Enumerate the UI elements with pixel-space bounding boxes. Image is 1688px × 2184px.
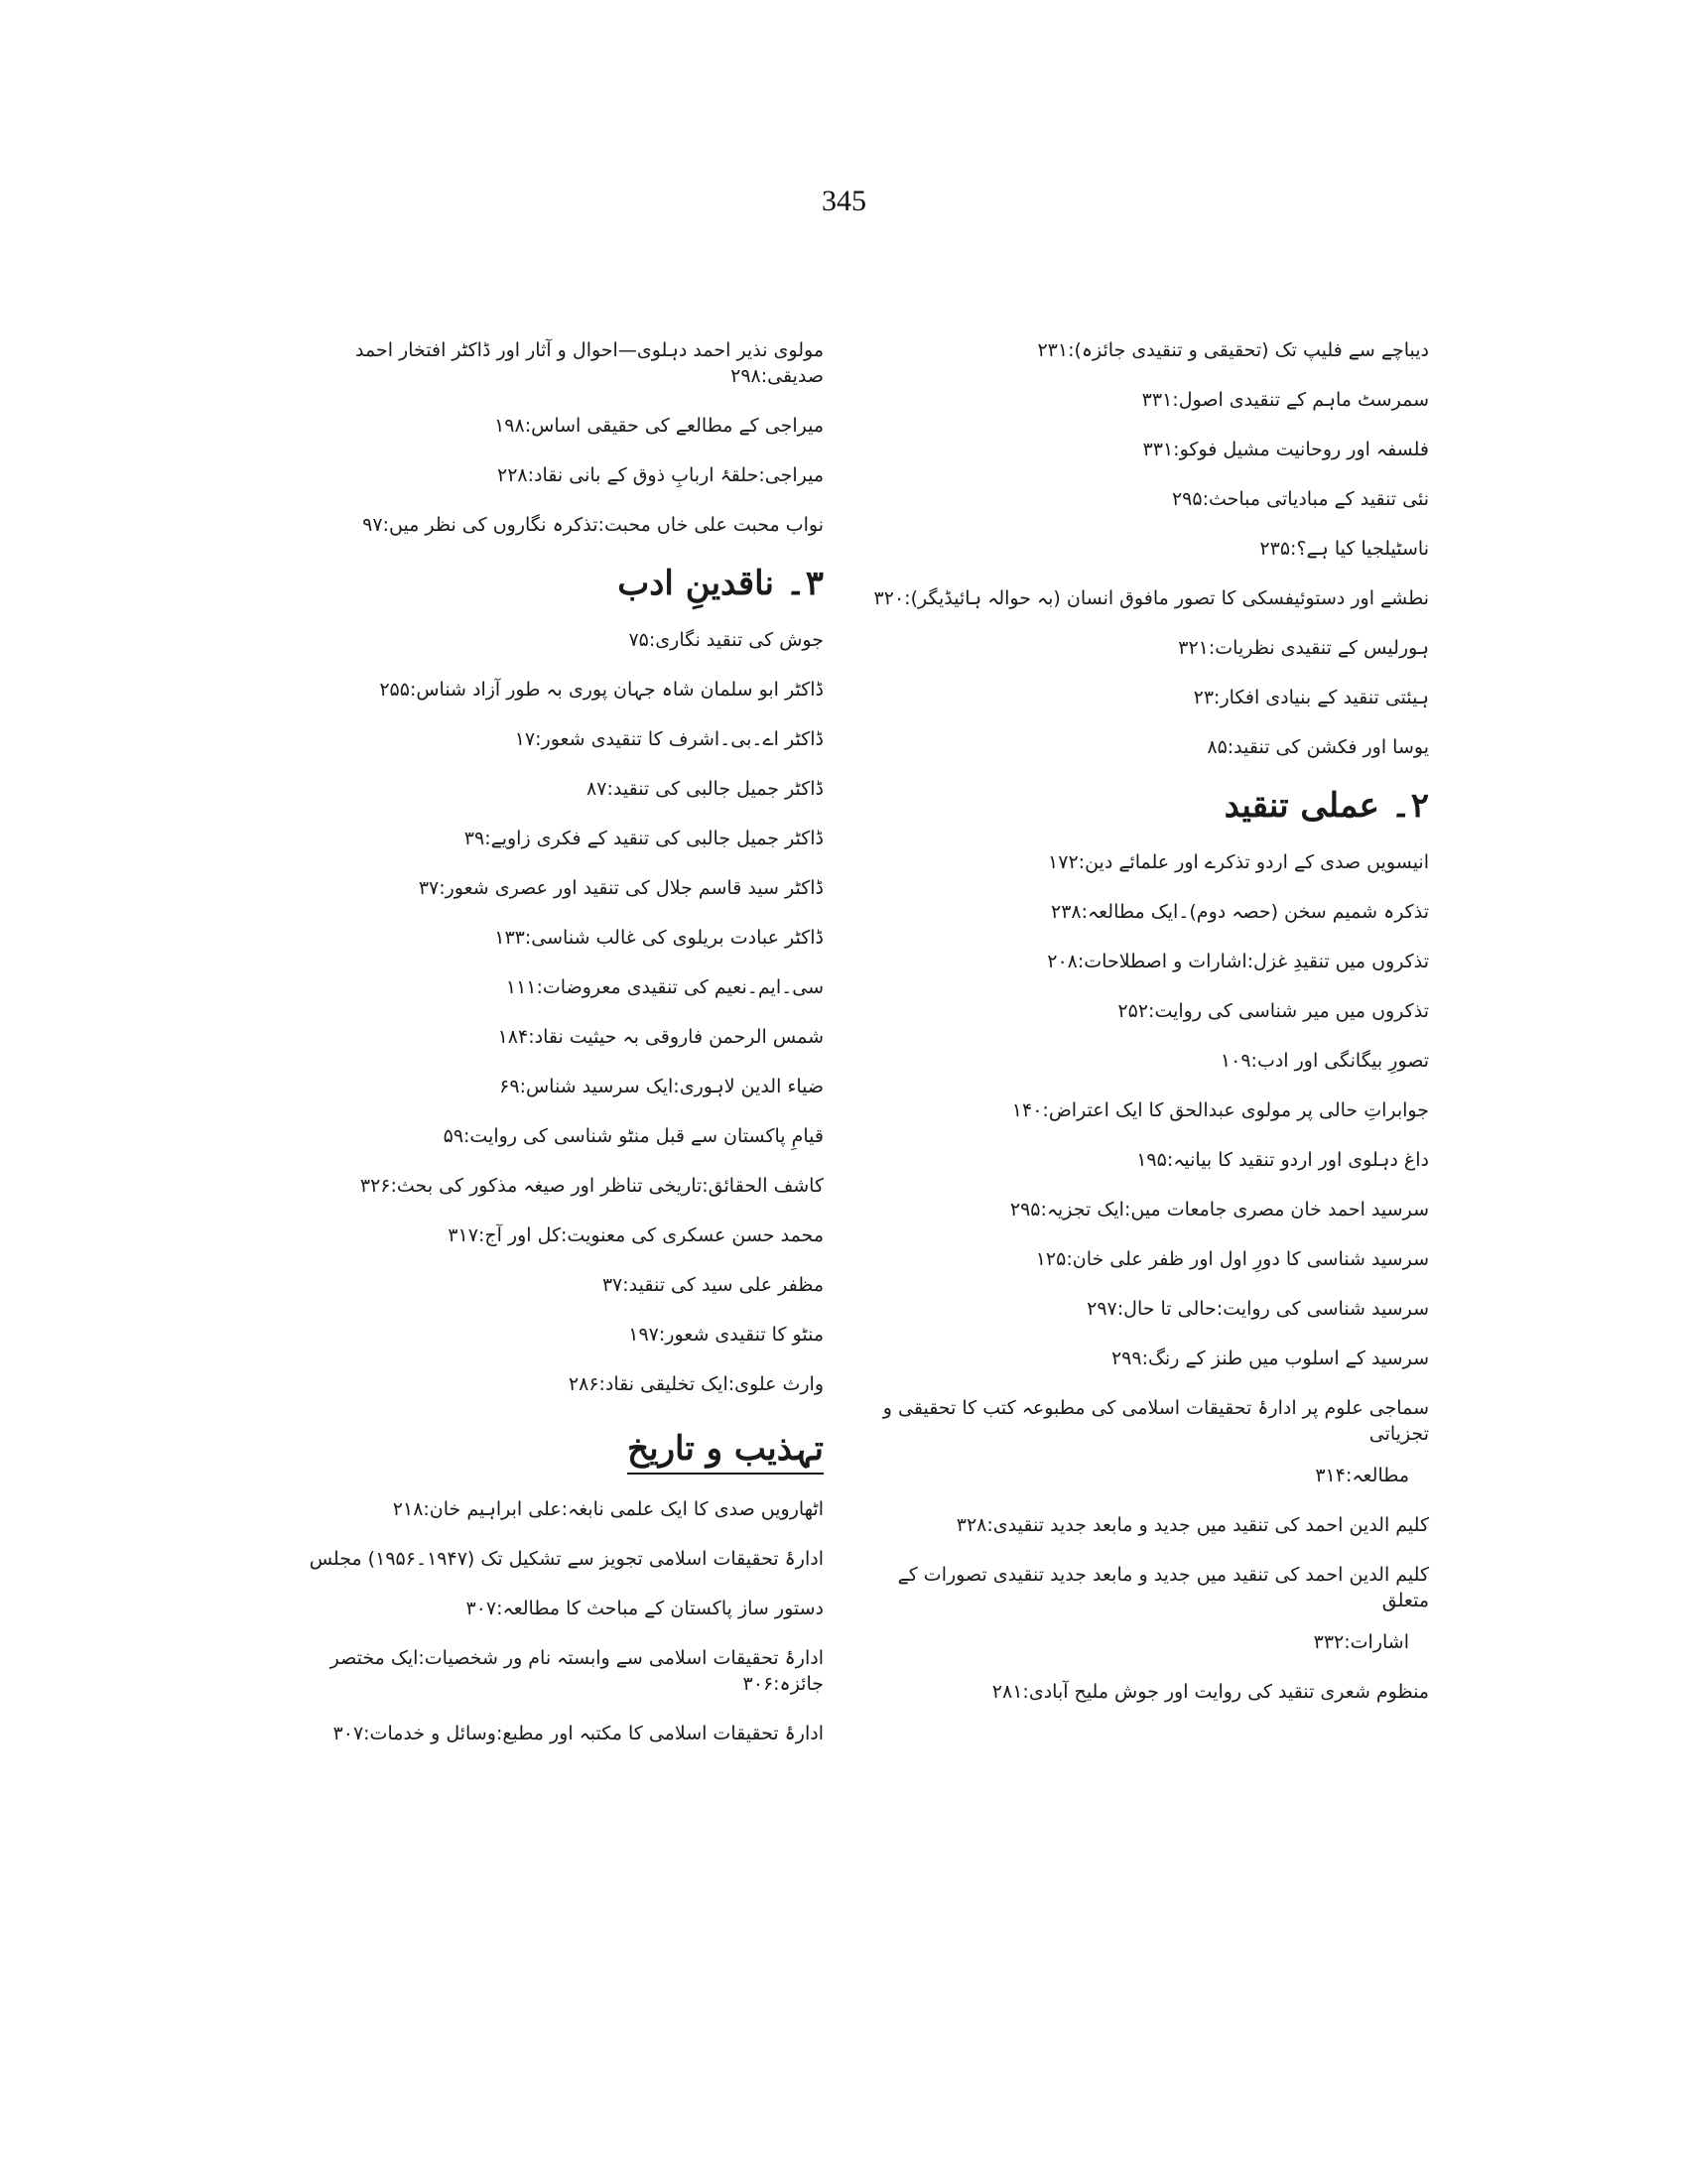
- index-entry: انیسویں صدی کے اردو تذکرے اور علمائے دین:۱۷۲: [1048, 851, 1429, 873]
- index-entry: سرسید احمد خان مصری جامعات میں:ایک تجزیہ:۲۹۵: [1009, 1199, 1429, 1220]
- index-entry: ڈاکٹر ابو سلمان شاہ جہان پوری بہ طور آزاد شناس:۲۵۵: [379, 679, 824, 701]
- index-entry: سی۔ایم۔نعیم کی تنقیدی معروضات:۱۱۱: [505, 976, 824, 998]
- index-entry: کاشف الحقائق:تاریخی تناظر اور صیغہ مذکور کی بحث:۳۲۶: [359, 1175, 824, 1197]
- index-entry: تصورِ بیگانگی اور ادب:۱۰۹: [1220, 1050, 1429, 1072]
- index-entry: ڈاکٹر عبادت بریلوی کی غالب شناسی:۱۳۳: [494, 927, 824, 949]
- index-entry: ڈاکٹر جمیل جالبی کی تنقید:۸۷: [586, 778, 824, 800]
- index-entry: تذکروں میں تنقیدِ غزل:اشارات و اصطلاحات:۲۰۸: [1047, 951, 1429, 972]
- index-entry: ادارۂ تحقیقات اسلامی سے وابستہ نام ور شخصیات:ایک مختصر جائزہ:۳۰۶: [329, 1647, 824, 1695]
- index-entry-line1: کلیم الدین احمد کی تنقید میں جدید و مابعد جدید تنقیدی تصورات کے متعلق: [897, 1564, 1429, 1611]
- index-entry-line2: مطالعہ:۳۱۴: [1315, 1465, 1409, 1486]
- index-entry: مظفر علی سید کی تنقید:۳۷: [601, 1274, 824, 1296]
- index-entry: شمس الرحمن فاروقی بہ حیثیت نقاد:۱۸۴: [497, 1026, 824, 1048]
- index-entry: سرسید کے اسلوب میں طنز کے رنگ:۲۹۹: [1110, 1348, 1429, 1369]
- index-entry: ناسٹیلجیا کیا ہے؟:۲۳۵: [1259, 538, 1429, 560]
- index-entry: ضیاء الدین لاہوری:ایک سرسید شناس:۶۹: [499, 1076, 824, 1097]
- index-entry: منظوم شعری تنقید کی روایت اور جوش ملیح آبادی:۲۸۱: [991, 1681, 1429, 1703]
- index-entry: منٹو کا تنقیدی شعور:۱۹۷: [628, 1324, 824, 1346]
- index-entry: نواب محبت علی خاں محبت:تذکرہ نگاروں کی نظر میں:۹۷: [362, 514, 824, 536]
- index-entry: ادارۂ تحقیقات اسلامی کا مکتبہ اور مطبع:وسائل و خدمات:۳۰۷: [332, 1723, 824, 1744]
- index-entry: ڈاکٹر اے۔بی۔اشرف کا تنقیدی شعور:۱۷: [514, 728, 824, 750]
- page-number: 345: [822, 185, 866, 217]
- index-entry-line1: سماجی علوم پر ادارۂ تحقیقات اسلامی کی مطبوعہ کتب کا تحقیقی و تجزیاتی: [882, 1397, 1429, 1445]
- index-entry: قیامِ پاکستان سے قبل منٹو شناسی کی روایت:۵۹: [443, 1125, 824, 1147]
- index-entry: اٹھارویں صدی کا ایک علمی نابغہ:علی ابراہیم خان:۲۱۸: [392, 1498, 824, 1520]
- section-heading-culture-history: تہذیب و تاریخ: [627, 1427, 824, 1475]
- index-entry: سمرسٹ ماہم کے تنقیدی اصول:۳۳۱: [1141, 389, 1429, 411]
- index-entry: سرسید شناسی کی روایت:حالی تا حال:۲۹۷: [1087, 1298, 1429, 1320]
- index-entry: داغ دہلوی اور اردو تنقید کا بیانیہ:۱۹۵: [1136, 1149, 1429, 1171]
- index-entry: محمد حسن عسکری کی معنویت:کل اور آج:۳۱۷: [448, 1224, 824, 1246]
- index-entry: ہورلیس کے تنقیدی نظریات:۳۲۱: [1178, 637, 1429, 659]
- index-entry: تذکرہ شمیم سخن (حصہ دوم)۔ایک مطالعہ:۲۳۸: [1050, 901, 1429, 923]
- index-entry-line2: دستور ساز پاکستان کے مباحث کا مطالعہ:۳۰۷: [465, 1598, 824, 1619]
- index-entry: فلسفہ اور روحانیت مشیل فوکو:۳۳۱: [1142, 439, 1429, 460]
- index-entry: مولوی نذیر احمد دہلوی—احوال و آثار اور ڈاکٹر افتخار احمد صدیقی:۲۹۸: [355, 339, 824, 387]
- index-entry: میراجی کے مطالعے کی حقیقی اساس:۱۹۸: [494, 415, 824, 437]
- index-entry: وارث علوی:ایک تخلیقی نقاد:۲۸۶: [568, 1373, 824, 1395]
- index-column-left: [268, 337, 824, 1770]
- section-heading-practical-criticism: ۲۔ عملی تنقید: [1224, 786, 1429, 826]
- index-entry: جوابراتِ حالی پر مولوی عبدالحق کا ایک اعتراض:۱۴۰: [1011, 1099, 1429, 1121]
- index-entry: جوش کی تنقید نگاری:۷۵: [628, 629, 824, 651]
- index-entry: ڈاکٹر سید قاسم جلال کی تنقید اور عصری شعور:۳۷: [418, 877, 824, 899]
- index-entry: کلیم الدین احمد کی تنقید میں جدید و مابعد جدید تنقیدی:۳۲۸: [956, 1514, 1429, 1536]
- index-entry: دیباچے سے فلیپ تک (تحقیقی و تنقیدی جائزہ):۲۳۱: [1037, 339, 1429, 361]
- index-entry-line2: اشارات:۳۳۲: [1313, 1631, 1409, 1653]
- index-entry: نطشے اور دستوئیفسکی کا تصور مافوق انسان (بہ حوالہ ہائیڈیگر):۳۲۰: [873, 587, 1429, 609]
- index-entry: یوسا اور فکشن کی تنقید:۸۵: [1207, 736, 1429, 758]
- index-entry: ہیئتی تنقید کے بنیادی افکار:۲۳: [1193, 687, 1429, 708]
- index-entry: سرسید شناسی کا دورِ اول اور ظفر علی خان:۱۲۵: [1035, 1248, 1429, 1270]
- index-entry: میراجی:حلقۂ اربابِ ذوق کے بانی نقاد:۲۲۸: [497, 464, 824, 486]
- index-entry: ڈاکٹر جمیل جالبی کی تنقید کے فکری زاویے:۳۹: [463, 828, 824, 849]
- section-heading-critics: ۳۔ ناقدینِ ادب: [617, 564, 824, 603]
- index-entry-line1: ادارۂ تحقیقات اسلامی تجویز سے تشکیل تک (۱۹۴۷۔۱۹۵۶) مجلس: [309, 1548, 824, 1570]
- index-column-right: [873, 337, 1429, 1729]
- index-entry: نئی تنقید کے مبادیاتی مباحث:۲۹۵: [1171, 488, 1429, 510]
- index-entry: تذکروں میں میر شناسی کی روایت:۲۵۲: [1117, 1000, 1429, 1022]
